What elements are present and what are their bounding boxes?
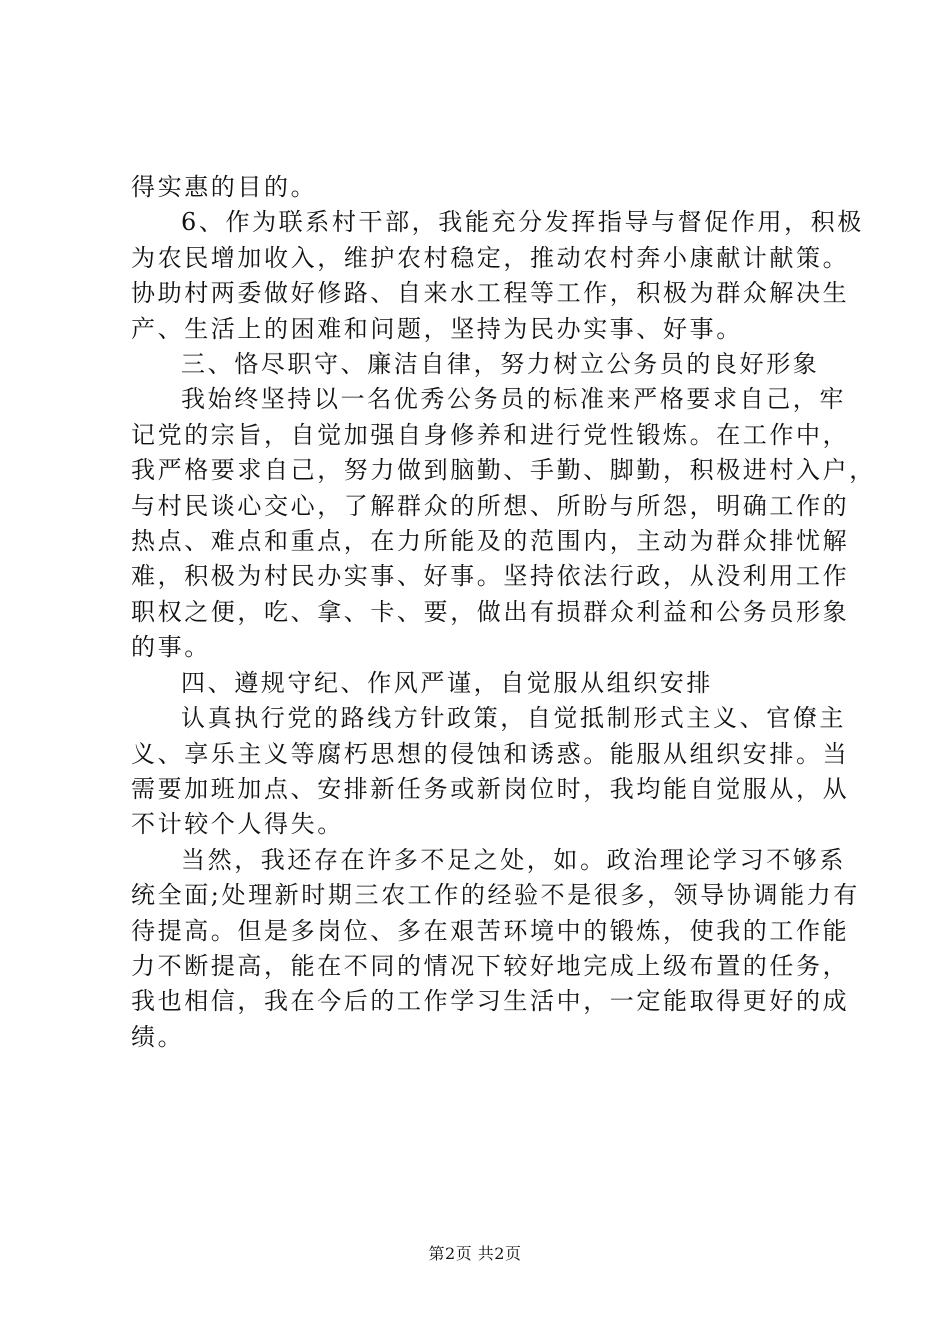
text-line: 统全面;处理新时期三农工作的经验不是很多，领导协调能力有 xyxy=(131,881,860,910)
text-line: 热点、难点和重点，在力所能及的范围内，主动为群众排忧解 xyxy=(131,527,850,556)
text-line: 得实惠的目的。 xyxy=(131,173,318,201)
text-line: 待提高。但是多岗位、多在艰苦环境中的锻炼，使我的工作能 xyxy=(131,916,850,945)
text-line: 义、享乐主义等腐朽思想的侵蚀和诱惑。能服从组织安排。当 xyxy=(131,739,850,768)
text-line: 为农民增加收入，维护农村稳定，推动农村奔小康献计献策。 xyxy=(131,243,850,272)
text-line: 认真执行党的路线方针政策，自觉抵制形式主义、官僚主 xyxy=(181,704,846,733)
text-line: 我也相信，我在今后的工作学习生活中，一定能取得更好的成 xyxy=(131,987,850,1016)
text-line: 与村民谈心交心，了解群众的所想、所盼与所怨，明确工作的 xyxy=(131,491,850,520)
text-line: 需要加班加点、安排新任务或新岗位时，我均能自觉服从，从 xyxy=(131,774,850,803)
text-line: 我严格要求自己，努力做到脑勤、手勤、脚勤，积极进村入户， xyxy=(131,456,876,485)
text-line: 力不断提高，能在不同的情况下较好地完成上级布置的任务， xyxy=(131,951,850,980)
text-line: 难，积极为村民办实事、好事。坚持依法行政，从没利用工作 xyxy=(131,562,850,591)
text-line: 协助村两委做好修路、自来水工程等工作，积极为群众解决生 xyxy=(131,279,850,308)
text-line: 6、作为联系村干部，我能充分发挥指导与督促作用，积极 xyxy=(181,208,864,237)
section-heading: 四、遵规守纪、作风严谨，自觉服从组织安排 xyxy=(181,668,713,697)
page-footer: 第2页 共2页 xyxy=(428,1244,522,1263)
text-line: 记党的宗旨，自觉加强自身修养和进行党性锻炼。在工作中， xyxy=(131,420,850,449)
text-line: 职权之便，吃、拿、卡、要，做出有损群众利益和公务员形象 xyxy=(131,597,850,626)
text-line: 产、生活上的困难和问题，坚持为民办实事、好事。 xyxy=(131,314,743,343)
section-heading: 三、恪尽职守、廉洁自律，努力树立公务员的良好形象 xyxy=(181,350,820,379)
text-line: 绩。 xyxy=(131,1022,185,1051)
text-line: 不计较个人得失。 xyxy=(131,810,344,839)
text-line: 我始终坚持以一名优秀公务员的标准来严格要求自己，牢 xyxy=(181,385,846,414)
document-body xyxy=(131,170,876,1055)
text-line: 的事。 xyxy=(131,633,211,662)
text-line: 当然，我还存在许多不足之处，如。政治理论学习不够系 xyxy=(181,845,846,874)
